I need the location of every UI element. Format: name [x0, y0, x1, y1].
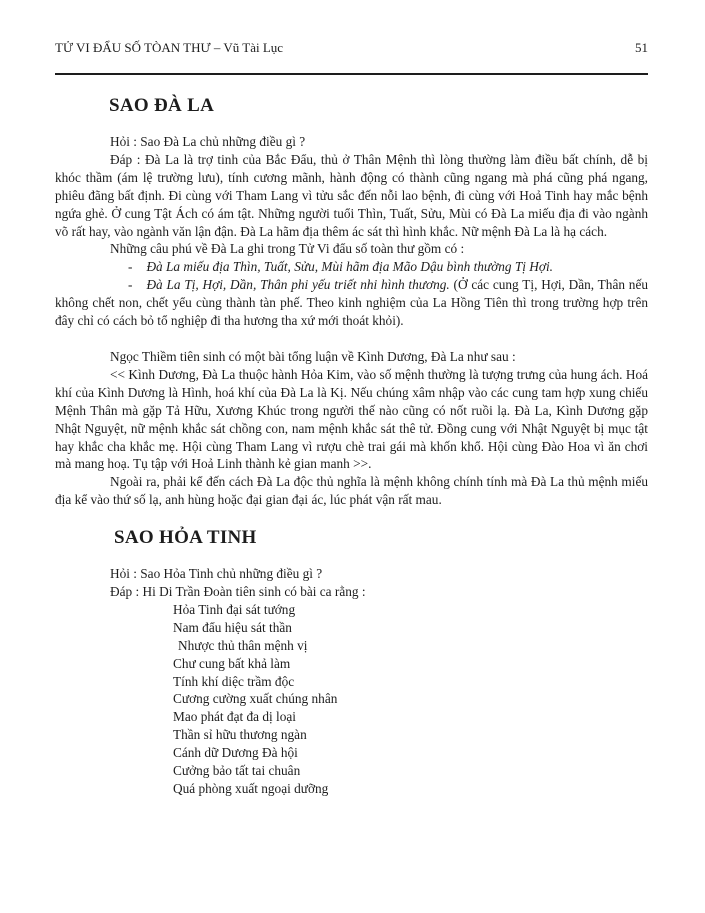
poem-line: Hỏa Tinh đại sát tướng	[173, 601, 296, 617]
question-da-la: Hỏi : Sao Đà La chủ những điều gì ?	[110, 134, 306, 149]
closing-paragraph: Ngoài ra, phải kể đến cách Đà La độc thủ nghĩa là mệnh không chính tính mà Đà La thủ mệnh miếu địa kể vào thứ số lạ, anh hùng hoặc đại gian đại ác, lúc phát vận rất mau.	[55, 474, 648, 508]
page-number: 51	[635, 40, 648, 55]
answer-intro-hoa-tinh: Đáp : Hi Di Trần Đoàn tiên sinh có bài ca rằng :	[110, 584, 366, 600]
phu-item-2-text-italic: Đà La Tị, Hợi, Dần, Thân phi yếu triết nhi hình thương.	[146, 277, 450, 293]
phu-item-2	[55, 276, 648, 330]
hoa-tinh-poem	[173, 601, 648, 798]
phu-item-1	[55, 258, 648, 276]
bullet-dash: -	[128, 277, 133, 293]
question-hoa-tinh: Hỏi : Sao Hỏa Tinh chủ những điều gì ?	[110, 566, 323, 582]
section-heading-sao-da-la: SAO ĐÀ LA	[109, 95, 215, 116]
phu-intro: Những câu phú về Đà La ghi trong Tử Vi đẩu số toàn thư gồm có :	[110, 241, 465, 257]
running-title: TỬ VI ĐẨU SỐ TÒAN THƯ – Vũ Tài Lục	[55, 40, 284, 55]
answer-da-la: Đáp : Đà La là trợ tinh của Bắc Đẩu, thủ ở Thân Mệnh thì lòng thường làm điều bất chính, dễ bị khóc thầm (ám lệ trường lưu), tính cương mãnh, hành động có thành cũng ngang mà phá cũng phá ngang, phiêu đãng bất định. Đi cùng với Tham Lang vì tửu sắc đến nỗi lao bệnh, đi cùng với Hoả Tinh hay mắc bệnh ngứa ghẻ. Ở cung Tật Ách có ám tật. Những người tuổi Thìn, Tuất, Sửu, Mùi có Đà La miếu địa đi vào ngành võ rất hay, vào ngành văn lận đận. Đà La hãm địa thêm ác sát thì hình khắc. Nữ mệnh Đà La là hạ cách.	[55, 151, 648, 239]
phu-item-2-text-roman: (Ở các cung Tị, Hợi, Dần, Thân nếu không chết non, chết yểu cùng thành tàn phế. Theo kinh nghiệm của La Hồng Tiên thì trong trường hợp trên đây chỉ có cách bỏ tổ nghiệp đi tha hương tha xứ mới thoát khỏi).	[55, 277, 648, 329]
poem-line: Chư cung bất khả làm	[173, 655, 291, 671]
poem-line: Nhược thủ thân mệnh vị	[178, 637, 308, 653]
section-heading-sao-hoa-tinh: SAO HỎA TINH	[114, 527, 257, 549]
poem-line: Thần sỉ hữu thương ngàn	[173, 727, 307, 743]
ngoc-thiem-quote: << Kình Dương, Đà La thuộc hành Hỏa Kim, vào số mệnh thường là tượng trưng của hung ách. Hoá khí của Kình Dương là Hình, hoá khí của Đà La là Kị. Nếu chúng xâm nhập vào các cung tam hợp xung chiếu Mệnh Thân mà gặp Tả Hữu, Xương Khúc trong người thế nào cũng có nốt ruồi lạ. Đà La, Kình Dương gặp Nhật Nguyệt, nữ mệnh khắc sát chồng con, nam mệnh khắc sát thê tử. Đồng cung với Nhật Nguyệt bị mục tật hay khắc cha khắc mẹ. Hội cùng Tham Lang vì rượu chè trai gái mà khốn khổ. Hội cùng Đào Hoa vì ăn chơi mà mang hoạ. Tụ tập với Hoả Linh thành kẻ gian manh >>.	[55, 366, 648, 472]
poem-line: Cương cường xuất chúng nhân	[173, 691, 338, 707]
page-header	[55, 40, 648, 56]
poem-line: Cưởng bảo tất tai chuân	[173, 763, 301, 779]
phu-item-1-text: Đà La miếu địa Thìn, Tuất, Sửu, Mùi hãm địa Mão Dậu bình thường Tị Hợi.	[146, 259, 554, 275]
poem-line: Mao phát đạt đa dị loại	[173, 709, 296, 725]
poem-line: Cánh dữ Dương Đà hội	[173, 745, 298, 761]
header-rule	[55, 73, 648, 75]
poem-line: Tính khí diệc trầm độc	[173, 673, 295, 689]
poem-line: Quá phòng xuất ngoại dưỡng	[173, 781, 329, 796]
bullet-dash: -	[128, 259, 133, 275]
poem-line: Nam đẩu hiệu sát thần	[173, 619, 292, 635]
ngoc-thiem-intro: Ngọc Thiềm tiên sinh có một bài tổng luận về Kình Dương, Đà La như sau :	[110, 348, 516, 364]
